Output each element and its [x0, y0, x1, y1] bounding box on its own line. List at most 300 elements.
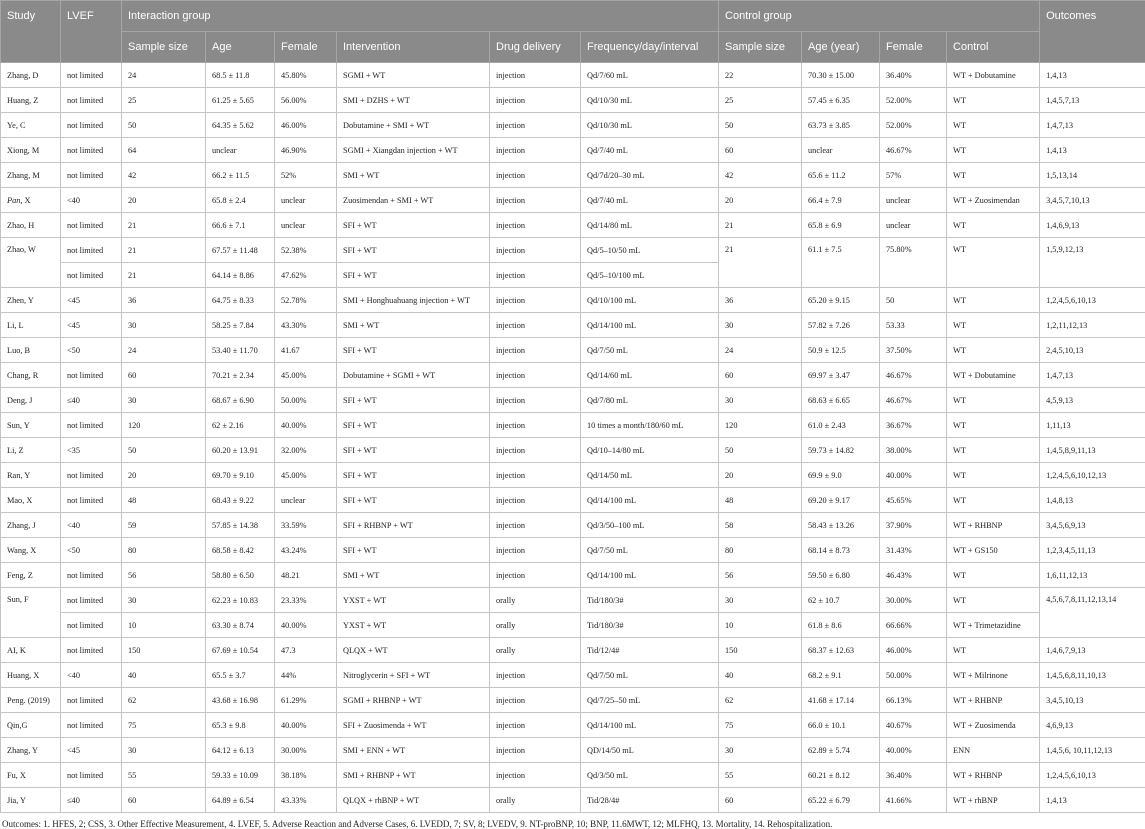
table-cell: WT + rhBNP: [947, 788, 1040, 813]
header-lvef: LVEF: [61, 1, 122, 63]
table-cell: 50: [719, 438, 802, 463]
table-cell: 68.5 ± 11.8: [206, 63, 275, 88]
table-cell: 40.00%: [275, 713, 337, 738]
table-cell: WT + RHBNP: [947, 513, 1040, 538]
table-cell: not limited: [61, 763, 122, 788]
table-cell: 30: [719, 738, 802, 763]
table-cell: 69.20 ± 9.17: [802, 488, 880, 513]
table-cell: 57.45 ± 6.35: [802, 88, 880, 113]
table-cell: 69.97 ± 3.47: [802, 363, 880, 388]
table-cell: Zhao, H: [1, 213, 61, 238]
table-cell: Qd/7/25–50 mL: [581, 688, 719, 713]
table-cell: 68.58 ± 8.42: [206, 538, 275, 563]
table-cell: 3,4,5,10,13: [1040, 688, 1145, 713]
table-cell: 120: [719, 413, 802, 438]
table-row: [1, 413, 1145, 438]
table-cell: Feng, Z: [1, 563, 61, 588]
table-cell: 70.21 ± 2.34: [206, 363, 275, 388]
table-cell: orally: [490, 638, 581, 663]
table-cell: Qd/7/60 mL: [581, 63, 719, 88]
table-cell: Qd/7/80 mL: [581, 388, 719, 413]
table-cell: 60: [719, 363, 802, 388]
table-cell: 36: [122, 288, 206, 313]
table-cell: 1,4,5,6, 10,11,12,13: [1040, 738, 1145, 763]
table-cell: Tid/28/4#: [581, 788, 719, 813]
table-cell: AI, K: [1, 638, 61, 663]
table-cell: WT: [947, 88, 1040, 113]
table-cell: <40: [61, 188, 122, 213]
table-cell: 50.00%: [275, 388, 337, 413]
table-cell: 59.73 ± 14.82: [802, 438, 880, 463]
table-cell: 40.00%: [275, 413, 337, 438]
table-cell: 36.40%: [880, 63, 947, 88]
table-cell: 60.20 ± 13.91: [206, 438, 275, 463]
table-cell: <40: [61, 513, 122, 538]
table-cell: 1,2,4,5,6,10,13: [1040, 288, 1145, 313]
table-cell: 47.3: [275, 638, 337, 663]
table-cell: SFI + Zuosimenda + WT: [337, 713, 490, 738]
table-row: [1, 488, 1145, 513]
table-cell: WT + GS150: [947, 538, 1040, 563]
table-cell: Qd/7/50 mL: [581, 338, 719, 363]
table-cell: 1,4,13: [1040, 63, 1145, 88]
table-cell: 40: [122, 663, 206, 688]
table-cell: injection: [490, 563, 581, 588]
table-cell: SFI + WT: [337, 388, 490, 413]
table-cell: Mao, X: [1, 488, 61, 513]
table-cell: injection: [490, 713, 581, 738]
table-cell: 58.80 ± 6.50: [206, 563, 275, 588]
table-cell: 65.8 ± 6.9: [802, 213, 880, 238]
table-cell: 41.67: [275, 338, 337, 363]
table-cell: 43.33%: [275, 788, 337, 813]
table-cell: <45: [61, 313, 122, 338]
table-cell: <35: [61, 438, 122, 463]
table-cell: injection: [490, 413, 581, 438]
table-cell: WT: [947, 488, 1040, 513]
table-row: [1, 688, 1145, 713]
table-cell: injection: [490, 138, 581, 163]
header-control-age: Age (year): [802, 32, 880, 63]
table-cell: Zhang, D: [1, 63, 61, 88]
table-cell: 21: [719, 238, 802, 288]
header-intervention: Intervention: [337, 32, 490, 63]
table-cell: 64.12 ± 6.13: [206, 738, 275, 763]
table-cell: SMI + WT: [337, 313, 490, 338]
table-cell: not limited: [61, 238, 122, 263]
table-cell: 69.9 ± 9.0: [802, 463, 880, 488]
table-row: [1, 513, 1145, 538]
table-cell: 30.00%: [275, 738, 337, 763]
table-cell: not limited: [61, 688, 122, 713]
table-cell: <40: [61, 663, 122, 688]
table-row: [1, 788, 1145, 813]
table-cell: 21: [122, 238, 206, 263]
table-cell: SFI + WT: [337, 263, 490, 288]
table-cell: injection: [490, 463, 581, 488]
table-cell: 1,4,5,8,9,11,13: [1040, 438, 1145, 463]
header-control-group: Control group: [719, 1, 1040, 32]
table-cell: 4,5,6,7,8,11,12,13,14: [1040, 588, 1145, 638]
table-cell: not limited: [61, 488, 122, 513]
table-cell: 20: [122, 463, 206, 488]
table-cell: 46.67%: [880, 138, 947, 163]
table-cell: 1,2,11,12,13: [1040, 313, 1145, 338]
table-cell: 62: [122, 688, 206, 713]
table-cell: 64: [122, 138, 206, 163]
table-cell: 2,4,5,10,13: [1040, 338, 1145, 363]
table-cell: Qd/10/100 mL: [581, 288, 719, 313]
table-cell: 1,4,5,7,13: [1040, 88, 1145, 113]
table-cell: WT + Dobutamine: [947, 63, 1040, 88]
table-cell: SFI + WT: [337, 463, 490, 488]
table-row: [1, 463, 1145, 488]
table-cell: 59: [122, 513, 206, 538]
table-cell: 61.0 ± 2.43: [802, 413, 880, 438]
table-cell: Tid/12/4#: [581, 638, 719, 663]
table-cell: Qin,G: [1, 713, 61, 738]
table-cell: 69.70 ± 9.10: [206, 463, 275, 488]
table-cell: 75.80%: [880, 238, 947, 288]
table-cell: SFI + WT: [337, 538, 490, 563]
table-cell: 46.67%: [880, 363, 947, 388]
table-cell: 64.75 ± 8.33: [206, 288, 275, 313]
table-cell: 52.00%: [880, 88, 947, 113]
table-cell: WT: [947, 413, 1040, 438]
table-cell: Qd/7/40 mL: [581, 138, 719, 163]
table-cell: injection: [490, 88, 581, 113]
table-cell: unclear: [802, 138, 880, 163]
table-cell: not limited: [61, 463, 122, 488]
table-cell: 1,4,13: [1040, 138, 1145, 163]
table-cell: SFI + WT: [337, 213, 490, 238]
table-cell: 58.25 ± 7.84: [206, 313, 275, 338]
table-cell: 67.69 ± 10.54: [206, 638, 275, 663]
table-cell: 68.14 ± 8.73: [802, 538, 880, 563]
table-cell: unclear: [206, 138, 275, 163]
table-cell: Tid/180/3#: [581, 588, 719, 613]
table-cell: not limited: [61, 113, 122, 138]
table-cell: 36.67%: [880, 413, 947, 438]
table-cell: 1,2,4,5,6,10,12,13: [1040, 463, 1145, 488]
table-row: [1, 638, 1145, 663]
table-cell: Wang, X: [1, 538, 61, 563]
table-cell: 60.21 ± 8.12: [802, 763, 880, 788]
table-cell: 50: [880, 288, 947, 313]
table-row: [1, 713, 1145, 738]
table-cell: 41.68 ± 17.14: [802, 688, 880, 713]
table-cell: 43.68 ± 16.98: [206, 688, 275, 713]
table-cell: 1,4,5,6,8,11,10,13: [1040, 663, 1145, 688]
table-cell: Ye, C: [1, 113, 61, 138]
table-cell: 53.33: [880, 313, 947, 338]
table-cell: 40: [719, 663, 802, 688]
table-cell: 1,4,7,13: [1040, 113, 1145, 138]
table-cell: 68.63 ± 6.65: [802, 388, 880, 413]
table-cell: not limited: [61, 363, 122, 388]
table-row: [1, 138, 1145, 163]
table-cell: SFI + WT: [337, 238, 490, 263]
header-age: Age: [206, 32, 275, 63]
table-cell: 3,4,5,7,10,13: [1040, 188, 1145, 213]
table-cell: WT: [947, 388, 1040, 413]
table-cell: not limited: [61, 638, 122, 663]
table-cell: 68.43 ± 9.22: [206, 488, 275, 513]
table-cell: 45.65%: [880, 488, 947, 513]
table-cell: injection: [490, 738, 581, 763]
table-cell: 80: [719, 538, 802, 563]
header-outcomes: Outcomes: [1040, 1, 1145, 63]
table-cell: 24: [122, 63, 206, 88]
table-cell: 58: [719, 513, 802, 538]
table-row: [1, 163, 1145, 188]
table-cell: Qd/14/80 mL: [581, 213, 719, 238]
table-cell: injection: [490, 163, 581, 188]
table-row: [1, 613, 1145, 638]
table-cell: 21: [122, 213, 206, 238]
table-cell: not limited: [61, 713, 122, 738]
table-cell: 1,4,8,13: [1040, 488, 1145, 513]
table-cell: Huang, X: [1, 663, 61, 688]
table-cell: Qd/7/50 mL: [581, 538, 719, 563]
table-cell: 66.2 ± 11.5: [206, 163, 275, 188]
table-cell: 50.00%: [880, 663, 947, 688]
table-cell: 48: [719, 488, 802, 513]
table-cell: WT: [947, 113, 1040, 138]
table-cell: WT: [947, 313, 1040, 338]
table-cell: not limited: [61, 88, 122, 113]
table-cell: 36: [719, 288, 802, 313]
table-cell: 66.0 ± 10.1: [802, 713, 880, 738]
table-cell: 75: [719, 713, 802, 738]
table-cell: Zuosimendan + SMI + WT: [337, 188, 490, 213]
table-cell: orally: [490, 788, 581, 813]
table-cell: orally: [490, 613, 581, 638]
table-cell: QLQX + rhBNP + WT: [337, 788, 490, 813]
table-cell: 41.66%: [880, 788, 947, 813]
header-sample-size: Sample size: [122, 32, 206, 63]
table-cell: Peng. (2019): [1, 688, 61, 713]
table-cell: orally: [490, 588, 581, 613]
table-cell: injection: [490, 188, 581, 213]
table-cell: not limited: [61, 613, 122, 638]
table-cell: 50: [719, 113, 802, 138]
table-cell: 52.38%: [275, 238, 337, 263]
table-cell: 46.43%: [880, 563, 947, 588]
table-cell: 61.25 ± 5.65: [206, 88, 275, 113]
table-cell: 62 ± 10.7: [802, 588, 880, 613]
table-row: [1, 763, 1145, 788]
table-cell: 4,6,9,13: [1040, 713, 1145, 738]
table-cell: Zhen, Y: [1, 288, 61, 313]
table-cell: 1,4,7,13: [1040, 363, 1145, 388]
table-cell: Xiong, M: [1, 138, 61, 163]
table-cell: 30: [122, 388, 206, 413]
table-cell: 37.50%: [880, 338, 947, 363]
table-cell: 50: [122, 438, 206, 463]
table-cell: 1,5,9,12,13: [1040, 238, 1145, 288]
table-cell: WT: [947, 463, 1040, 488]
table-cell: 65.8 ± 2.4: [206, 188, 275, 213]
table-cell: injection: [490, 538, 581, 563]
table-cell: Sun, F: [1, 588, 61, 638]
table-cell: 46.67%: [880, 388, 947, 413]
table-cell: unclear: [275, 213, 337, 238]
table-cell: 62 ± 2.16: [206, 413, 275, 438]
table-cell: <50: [61, 538, 122, 563]
table-cell: 48.21: [275, 563, 337, 588]
table-cell: 56.00%: [275, 88, 337, 113]
table-cell: SGMI + Xiangdan injection + WT: [337, 138, 490, 163]
table-cell: 43.30%: [275, 313, 337, 338]
table-cell: injection: [490, 113, 581, 138]
table-cell: 20: [719, 188, 802, 213]
table-cell: 32.00%: [275, 438, 337, 463]
table-row: [1, 438, 1145, 463]
table-cell: SMI + DZHS + WT: [337, 88, 490, 113]
table-cell: Ran, Y: [1, 463, 61, 488]
table-cell: Qd/5–10/100 mL: [581, 263, 719, 288]
table-cell: not limited: [61, 63, 122, 88]
table-cell: Zhang, M: [1, 163, 61, 188]
table-row: [1, 338, 1145, 363]
table-cell: 30: [122, 313, 206, 338]
table-row: [1, 563, 1145, 588]
table-cell: WT: [947, 338, 1040, 363]
table-cell: 46.00%: [880, 638, 947, 663]
table-row: [1, 113, 1145, 138]
table-cell: 30: [719, 388, 802, 413]
table-cell: WT: [947, 213, 1040, 238]
table-cell: 1,4,6,7,9,13: [1040, 638, 1145, 663]
table-cell: 21: [719, 213, 802, 238]
table-cell: 45.00%: [275, 363, 337, 388]
table-cell: WT + RHBNP: [947, 688, 1040, 713]
table-row: [1, 588, 1145, 613]
table-cell: Qd/14/100 mL: [581, 713, 719, 738]
table-cell: injection: [490, 263, 581, 288]
table-cell: 10: [122, 613, 206, 638]
table-cell: Dobutamine + SGMI + WT: [337, 363, 490, 388]
table-cell: SGMI + RHBNP + WT: [337, 688, 490, 713]
table-cell: injection: [490, 763, 581, 788]
table-cell: unclear: [275, 488, 337, 513]
table-cell: 1,4,6,9,13: [1040, 213, 1145, 238]
table-cell: QLQX + WT: [337, 638, 490, 663]
table-cell: SMI + RHBNP + WT: [337, 763, 490, 788]
table-cell: 24: [122, 338, 206, 363]
header-control-female: Female: [880, 32, 947, 63]
table-cell: injection: [490, 288, 581, 313]
table-cell: Fu, X: [1, 763, 61, 788]
table-cell: 52%: [275, 163, 337, 188]
table-row: [1, 63, 1145, 88]
table-cell: 60: [122, 788, 206, 813]
table-cell: 46.00%: [275, 113, 337, 138]
table-cell: Huang, Z: [1, 88, 61, 113]
table-cell: not limited: [61, 563, 122, 588]
header-female: Female: [275, 32, 337, 63]
table-cell: Qd/7/40 mL: [581, 188, 719, 213]
table-cell: 33.59%: [275, 513, 337, 538]
table-cell: 56: [122, 563, 206, 588]
table-cell: unclear: [880, 188, 947, 213]
table-cell: <50: [61, 338, 122, 363]
table-cell: 68.67 ± 6.90: [206, 388, 275, 413]
table-cell: WT: [947, 563, 1040, 588]
table-row: [1, 388, 1145, 413]
table-row: [1, 88, 1145, 113]
table-cell: 59.50 ± 6.80: [802, 563, 880, 588]
table-cell: Qd/7/50 mL: [581, 663, 719, 688]
table-row: [1, 288, 1145, 313]
table-cell: 42: [122, 163, 206, 188]
table-cell: ≤40: [61, 788, 122, 813]
table-cell: Li, L: [1, 313, 61, 338]
table-cell: 58.43 ± 13.26: [802, 513, 880, 538]
table-cell: 47.62%: [275, 263, 337, 288]
table-cell: injection: [490, 63, 581, 88]
table-cell: 21: [122, 263, 206, 288]
table-cell: not limited: [61, 213, 122, 238]
table-cell: 66.4 ± 7.9: [802, 188, 880, 213]
table-cell: 40.00%: [880, 463, 947, 488]
table-cell: injection: [490, 238, 581, 263]
table-row: [1, 313, 1145, 338]
table-cell: WT + RHBNP: [947, 763, 1040, 788]
header-control-sample-size: Sample size: [719, 32, 802, 63]
table-cell: 66.6 ± 7.1: [206, 213, 275, 238]
table-cell: 1,5,13,14: [1040, 163, 1145, 188]
table-cell: <45: [61, 738, 122, 763]
table-cell: Qd/14/100 mL: [581, 563, 719, 588]
table-cell: 38.18%: [275, 763, 337, 788]
table-cell: 57%: [880, 163, 947, 188]
table-cell: Qd/3/50–100 mL: [581, 513, 719, 538]
table-cell: injection: [490, 213, 581, 238]
table-cell: 30: [122, 588, 206, 613]
table-row: [1, 213, 1145, 238]
table-cell: WT + Zuosimenda: [947, 713, 1040, 738]
header-control: Control: [947, 32, 1040, 63]
table-cell: 25: [122, 88, 206, 113]
table-cell: WT + Milrinone: [947, 663, 1040, 688]
table-cell: 120: [122, 413, 206, 438]
table-cell: 70.30 ± 15.00: [802, 63, 880, 88]
table-cell: 30: [122, 738, 206, 763]
table-cell: 62: [719, 688, 802, 713]
table-cell: 150: [122, 638, 206, 663]
table-cell: WT + Trimetazidine: [947, 613, 1040, 638]
table-cell: 64.14 ± 8.86: [206, 263, 275, 288]
table-cell: Qd/14/50 mL: [581, 463, 719, 488]
table-cell: <45: [61, 288, 122, 313]
table-cell: Qd/10–14/80 mL: [581, 438, 719, 463]
table-cell: unclear: [275, 188, 337, 213]
table-cell: SMI + WT: [337, 563, 490, 588]
table-cell: not limited: [61, 263, 122, 288]
table-cell: 20: [719, 463, 802, 488]
table-cell: injection: [490, 338, 581, 363]
table-cell: 55: [719, 763, 802, 788]
table-cell: Pan, X: [1, 188, 61, 213]
table-cell: Chang, R: [1, 363, 61, 388]
table-cell: 1,2,3,4,5,11,13: [1040, 538, 1145, 563]
table-cell: 40.00%: [880, 738, 947, 763]
table-cell: 64.35 ± 5.62: [206, 113, 275, 138]
table-cell: ≤40: [61, 388, 122, 413]
table-cell: 40.00%: [275, 613, 337, 638]
